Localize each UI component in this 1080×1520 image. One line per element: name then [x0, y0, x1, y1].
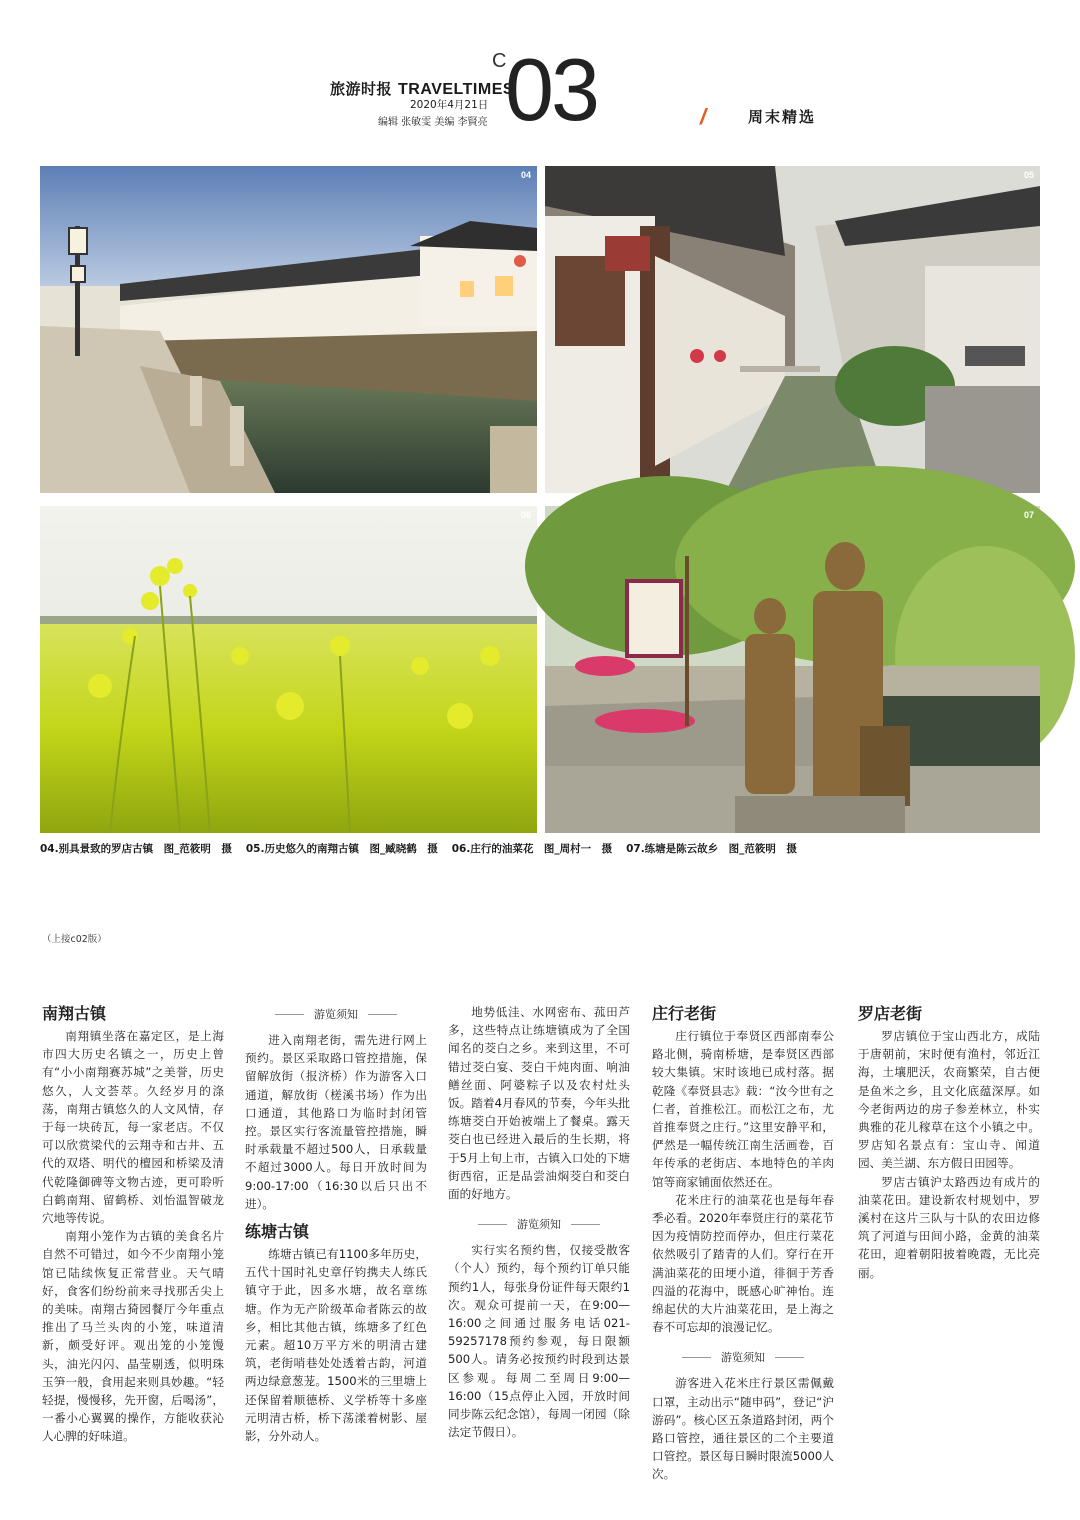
heading-nanxiang: 南翔古镇	[42, 1004, 107, 1023]
photo-zhuanghang-rapeseed	[40, 506, 537, 833]
publication-date: 2020年4月21日	[410, 99, 489, 111]
photo-captions	[40, 841, 1040, 856]
heading-luodian: 罗店老街	[858, 1004, 923, 1023]
brand-english: TRAVELTIMES	[398, 81, 515, 98]
photo-number: 07	[1023, 510, 1034, 520]
caption-06: 06.庄行的油菜花 图_周村一 摄	[451, 843, 613, 855]
luodian-paragraph-1: 罗店镇位于宝山西北方，成陆于唐朝前，宋时便有渔村，邻近江海，土壤肥沃，农商繁荣，自古便是鱼米之乡，且文化底蕴深厚。如今老街两边的房子参差林立，朴实典雅的花儿稼草在这个小镇之中。罗店知名景点有：宝山寺、闻道园、美兰湖、东方假日田园等。	[858, 1029, 1040, 1171]
nanxiang-notice-paragraph: 进入南翔老街，需先进行网上预约。景区采取路口管控措施，保留解放街（报济桥）作为游客入口通道，解放街（槎溪书场）作为出口通道，其他路口为临时封闭管控。景区实行客流量管控措施，瞬时承载量不超过500人，日承载量不超过3000人。每日开放时间为9:00-17:00（16:30以后只出不进）。	[245, 1033, 427, 1211]
zhuanghang-paragraph-2: 花米庄行的油菜花也是每年春季必看。2020年奉贤庄行的菜花节因为疫情防控而停办，但庄行菜花依然吸引了踏青的人们。穿行在开满油菜花的田埂小道，徘徊于芳香四溢的花海中，既感心旷神怡。连绵起伏的大片油菜花田，是上海之春不可忘却的浪漫记忆。	[652, 1192, 834, 1335]
photo-nanxiang-image	[545, 166, 1040, 493]
brand-chinese: 旅游时报	[330, 80, 393, 98]
photo-number: 04	[520, 170, 531, 180]
continued-from-note: （上接c02版）	[42, 934, 107, 945]
caption-05: 05.历史悠久的南翔古镇 图_臧晓鹤 摄	[245, 843, 438, 855]
heading-liantang: 练塘古镇	[245, 1222, 310, 1242]
nanxiang-paragraph-1: 南翔镇坐落在嘉定区，是上海市四大历史名镇之一，历史上曾有“小小南翔赛苏城”之美誉，历史悠久，人文荟萃。久经岁月的涤荡，南翔古镇悠久的人文风情，存于每一块砖瓦，每一家老店。不仅可以欣赏梁代的云翔寺和古井、五代的双塔、明代的檀园和桥梁及清代乾隆御碑等文物古迹，更可聆听白鹤南翔、留鹤桥、刘怡温智破龙穴地等传说。	[42, 1029, 224, 1226]
column-5	[858, 1003, 1040, 1282]
notice-heading-zhuanghang	[652, 1348, 834, 1368]
notice-label: 游览须知	[711, 1349, 775, 1367]
liantang-paragraph-2: 地势低洼、水网密布、菰田芦多，这些特点让练塘镇成为了全国闻名的茭白之乡。来到这里，不可错过茭白宴、茭白干炖肉面、响油鳝丝面、阿婆粽子以及农村灶头饭。踏着4月春风的节奏，今年头批练塘茭白开始被端上了餐桌。露天茭白也已经进入最后的生长期，将于5月上旬上市，古镇入口处的下塘街西宿，正是品尝油焖茭白和茭白面的好地方。	[448, 1005, 630, 1202]
photo-luodian-canal	[40, 166, 537, 493]
column-4	[652, 1003, 834, 1482]
notice-label: 游览须知	[507, 1216, 571, 1234]
zhuanghang-notice-paragraph-start: 游客进入花米庄行景区需佩戴口罩，主动出示“随申码”，登记“沪游码”。核心区五条道路封闭，两个路口管控，通往景区的二个主要道口管控。景区每日瞬时限流5000人次。	[652, 1376, 834, 1482]
newspaper-brand	[330, 78, 514, 99]
photo-zhuanghang-image	[40, 506, 537, 833]
slash-divider-icon: /	[700, 104, 707, 129]
zhuanghang-paragraph-1: 庄行镇位于奉贤区西部南奉公路北侧，骑南桥塘，是奉贤区西部较大集镇。宋时该地已成村落。据乾隆《奉贤县志》载：“汝今世有之仁者，首推松江。而松江之布，尤首推奉贤之庄行。”这里安静平和，俨然是一幅传统江南生活画卷，百年传承的老街店、本地特色的羊肉馆等商家铺面依然还在。	[652, 1029, 834, 1189]
column-3	[448, 1003, 630, 1441]
photo-number: 06	[520, 510, 531, 520]
heading-zhuanghang: 庄行老街	[652, 1004, 717, 1023]
photo-nanxiang-canal	[545, 166, 1040, 493]
photo-liantang-statues	[545, 506, 1040, 833]
caption-04: 04.别具景致的罗店古镇 图_范筱明 摄	[40, 843, 232, 855]
editor-credits: 编辑 张敏雯 美编 李賢亮	[378, 117, 488, 128]
liantang-notice-paragraph: 实行实名预约售，仅接受散客（个人）预约，每个预约订单只能预约1人，每张身份证件每天限约1次。观众可提前一天，在9:00—16:00之间通过服务电话021-59257178预约参观，每日限额500人。请务必按预约时段到达景区参观。每周二至周日9:00—16:00（15点停止入园，开放时间同步陈云纪念馆），每周一闭园（除法定节假日）。	[448, 1243, 630, 1440]
page-number: 03	[505, 40, 597, 139]
notice-heading-liantang	[448, 1215, 630, 1235]
photo-liantang-image	[545, 506, 1040, 833]
notice-heading-nanxiang	[245, 1005, 427, 1025]
column-2	[245, 1003, 427, 1445]
column-name: 周末精选	[748, 108, 817, 126]
caption-07: 07.练塘是陈云故乡 图_范筱明 摄	[626, 843, 797, 855]
photo-luodian-image	[40, 166, 537, 493]
section-letter: C	[492, 50, 507, 72]
notice-label: 游览须知	[304, 1006, 368, 1024]
luodian-paragraph-2: 罗店古镇沪太路西边有成片的油菜花田。建设新农村规划中，罗溪村在这片三队与十队的农田边修筑了河道与田间小路，金黄的油菜花田，迎着朝阳披着晚霞，无比亮丽。	[858, 1174, 1040, 1280]
liantang-paragraph-1: 练塘古镇已有1100多年历史，五代十国时礼史章仔钧携夫人练氏镇守于此，因多水塘，故名章练塘。作为无产阶级革命者陈云的故乡，相比其他古镇，练塘多了红色元素。超10万平方米的明清古建筑，老街哨巷处处透着古韵，河道两边绿意葱茏。1500米的三里塘上还保留着顺德桥、义学桥等十多座元明清古桥，桥下荡漾着树影、屋影，分外动人。	[245, 1247, 427, 1444]
photo-number: 05	[1023, 170, 1034, 180]
column-1	[42, 1003, 224, 1446]
nanxiang-paragraph-2: 南翔小笼作为古镇的美食名片自然不可错过，如今不少南翔小笼馆已陆续恢复正常营业。天气晴好，食客们纷纷前来寻找那舌尖上的美味。南翔古猗园餐厅今年重点推出了马兰头肉的小笼，味道清新，颇受好评。观出笼的小笼馒头，油光闪闪、晶莹剔透，似明珠玉笋一般，食用起来则具妙趣。“轻轻提，慢慢移，先开窗，后喝汤”，一番小心翼翼的操作，方能收获沁人心脾的好味道。	[42, 1229, 224, 1444]
